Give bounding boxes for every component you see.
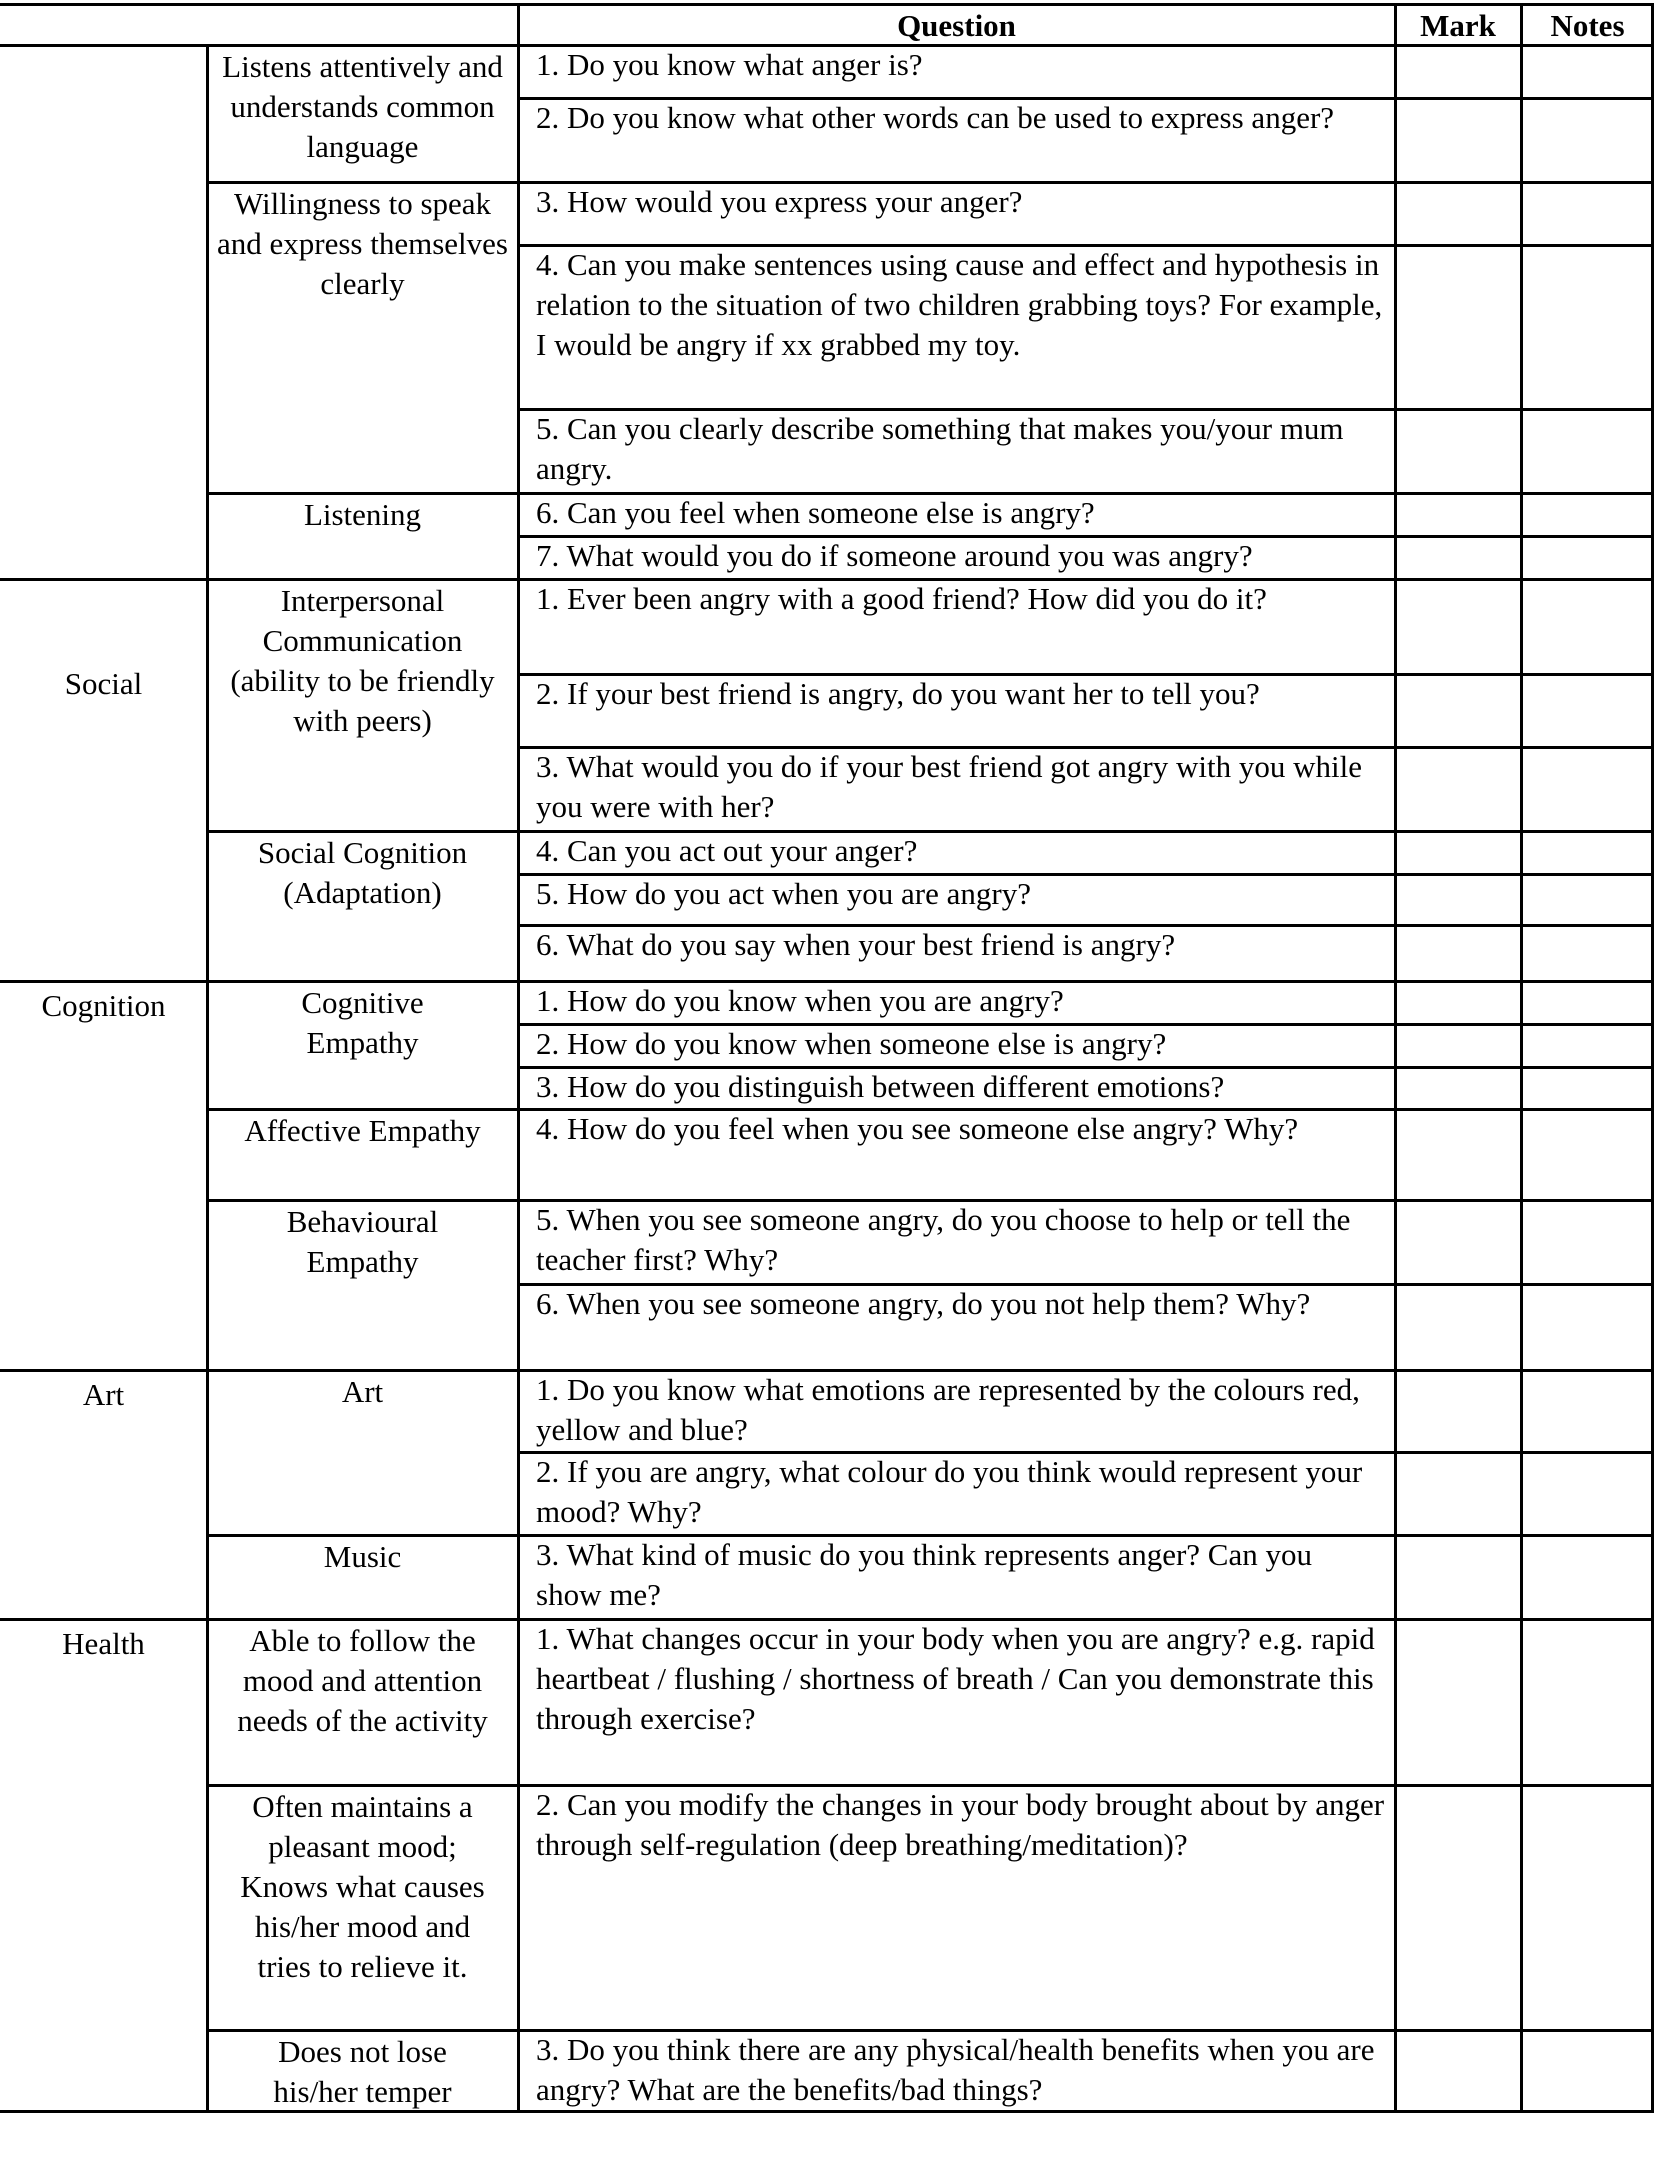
notes-cell[interactable] [1524, 1538, 1652, 1619]
subcategory-music: Music [323, 1539, 402, 1574]
question-text: 5. When you see someone angry, do you choose to help or tell the teacher first? Why? [536, 1202, 1351, 1277]
question-text: 7. What would you do if someone around you was angry? [536, 538, 1253, 573]
notes-cell[interactable] [1524, 1287, 1652, 1370]
notes-cell[interactable] [1524, 1373, 1652, 1452]
question-text: 3. How do you distinguish between different emotions? [536, 1069, 1225, 1104]
divider [207, 1108, 518, 1111]
notes-cell[interactable] [1524, 1455, 1652, 1535]
mark-cell[interactable] [1398, 1287, 1518, 1370]
divider [518, 924, 1654, 927]
subcategory-willingness-to-speak: Willingness to speak and express themselves clearly [217, 186, 508, 301]
divider [207, 1199, 518, 1202]
divider [518, 1283, 1654, 1286]
divider [518, 1108, 1654, 1111]
mark-cell[interactable] [1398, 750, 1518, 831]
divider [518, 44, 1654, 47]
subcategory-cognitive-empathy: Cognitive Empathy [301, 985, 424, 1060]
divider [207, 2110, 518, 2113]
divider [207, 830, 518, 833]
question-text: 3. How would you express your anger? [536, 184, 1023, 219]
divider [0, 980, 207, 983]
mark-cell[interactable] [1398, 412, 1518, 493]
question-text: 1. What changes occur in your body when you are angry? e.g. rapid heartbeat / flushing / shortness of breath / Can you demonstrate this through exercise? [536, 1621, 1375, 1736]
divider [518, 2029, 1654, 2032]
question-text: 3. Do you think there are any physical/health benefits when you are angry? What are the benefits/bad things? [536, 2032, 1375, 2107]
question-text: 5. How do you act when you are angry? [536, 876, 1031, 911]
mark-cell[interactable] [1398, 2033, 1518, 2111]
question-text: 5. Can you clearly describe something that makes you/your mum angry. [536, 411, 1344, 486]
divider [518, 746, 1654, 749]
divider [518, 1023, 1654, 1026]
mark-cell[interactable] [1398, 834, 1518, 874]
mark-cell[interactable] [1398, 1455, 1518, 1535]
question-text: 6. Can you feel when someone else is angry? [536, 495, 1095, 530]
subcategory-social-cognition: Social Cognition (Adaptation) [257, 835, 468, 910]
divider [518, 673, 1654, 676]
category-cognition: Cognition [41, 988, 166, 1023]
divider [0, 3, 1654, 6]
notes-cell[interactable] [1524, 1070, 1652, 1109]
question-text: 4. How do you feel when you see someone else angry? Why? [536, 1111, 1299, 1146]
question-text: 1. Do you know what anger is? [536, 47, 923, 82]
divider [518, 578, 1654, 581]
notes-cell[interactable] [1524, 1112, 1652, 1200]
notes-cell[interactable] [1524, 1203, 1652, 1284]
divider [518, 1784, 1654, 1787]
mark-cell[interactable] [1398, 1070, 1518, 1109]
mark-cell[interactable] [1398, 1622, 1518, 1785]
mark-cell[interactable] [1398, 1788, 1518, 2030]
divider [207, 1369, 518, 1372]
mark-cell[interactable] [1398, 185, 1518, 245]
mark-cell[interactable] [1398, 582, 1518, 674]
notes-cell[interactable] [1524, 928, 1652, 981]
mark-cell[interactable] [1398, 1373, 1518, 1452]
mark-cell[interactable] [1398, 877, 1518, 925]
divider [518, 873, 1654, 876]
divider [518, 1199, 1654, 1202]
divider [518, 535, 1654, 538]
notes-cell[interactable] [1524, 1027, 1652, 1067]
divider [207, 980, 518, 983]
notes-cell[interactable] [1524, 1622, 1652, 1785]
mark-cell[interactable] [1398, 1027, 1518, 1067]
divider [518, 1369, 1654, 1372]
mark-cell[interactable] [1398, 1112, 1518, 1200]
divider [518, 980, 1654, 983]
category-art: Art [82, 1377, 125, 1412]
question-text: 1. How do you know when you are angry? [536, 983, 1064, 1018]
notes-cell[interactable] [1524, 185, 1652, 245]
notes-cell[interactable] [1524, 48, 1652, 98]
notes-cell[interactable] [1524, 2033, 1652, 2111]
category-social: Social [64, 666, 143, 701]
divider [0, 1369, 207, 1372]
notes-cell[interactable] [1524, 412, 1652, 493]
question-text: 3. What would you do if your best friend got angry with you while you were with her? [536, 749, 1362, 824]
divider [207, 1784, 518, 1787]
question-text: 4. Can you make sentences using cause and effect and hypothesis in relation to the situation of two children grabbing toys? For example, I would be angry if xx grabbed my toy. [536, 247, 1383, 362]
notes-cell[interactable] [1524, 101, 1652, 182]
divider [518, 244, 1654, 247]
notes-cell[interactable] [1524, 677, 1652, 747]
divider [0, 2110, 207, 2113]
notes-cell[interactable] [1524, 984, 1652, 1024]
divider [518, 1451, 1654, 1454]
question-text: 1. Ever been angry with a good friend? How did you do it? [536, 581, 1267, 616]
mark-cell[interactable] [1398, 1538, 1518, 1619]
divider [1394, 4, 1397, 2112]
mark-cell[interactable] [1398, 48, 1518, 98]
divider [0, 578, 207, 581]
subcategory-pleasant-mood: Often maintains a pleasant mood; Knows what causes his/her mood and tries to relieve it. [240, 1789, 485, 1984]
notes-cell[interactable] [1524, 496, 1652, 536]
question-text: 2. Do you know what other words can be used to express anger? [536, 100, 1335, 135]
mark-cell[interactable] [1398, 984, 1518, 1024]
question-text: 2. How do you know when someone else is angry? [536, 1026, 1167, 1061]
header-mark: Mark [1420, 8, 1496, 43]
notes-cell[interactable] [1524, 582, 1652, 674]
mark-cell[interactable] [1398, 1203, 1518, 1284]
subcategory-listens-attentively: Listens attentively and understands common language [222, 49, 503, 164]
divider [207, 2029, 518, 2032]
notes-cell[interactable] [1524, 877, 1652, 925]
subcategory-interpersonal-communication: Interpersonal Communication (ability to be friendly with peers) [230, 583, 495, 738]
header-notes: Notes [1550, 8, 1625, 43]
divider [207, 181, 518, 184]
notes-cell[interactable] [1524, 750, 1652, 831]
notes-cell[interactable] [1524, 248, 1652, 409]
mark-cell[interactable] [1398, 496, 1518, 536]
divider [517, 4, 520, 2112]
question-text: 2. If you are angry, what colour do you think would represent your mood? Why? [536, 1454, 1363, 1529]
question-text: 6. When you see someone angry, do you not help them? Why? [536, 1286, 1311, 1321]
divider [207, 1618, 518, 1621]
mark-cell[interactable] [1398, 248, 1518, 409]
divider [518, 1618, 1654, 1621]
question-text: 3. What kind of music do you think represents anger? Can you show me? [536, 1537, 1312, 1612]
divider [518, 181, 1654, 184]
subcategory-art: Art [341, 1374, 384, 1409]
notes-cell[interactable] [1524, 834, 1652, 874]
divider [518, 830, 1654, 833]
subcategory-affective-empathy: Affective Empathy [244, 1113, 481, 1148]
divider [518, 1066, 1654, 1069]
divider [207, 578, 518, 581]
subcategory-temper: Does not lose his/her temper [273, 2034, 452, 2109]
divider [518, 97, 1654, 100]
question-text: 6. What do you say when your best friend is angry? [536, 927, 1176, 962]
category-health: Health [62, 1626, 145, 1661]
question-text: 2. Can you modify the changes in your body brought about by anger through self-regulation (deep breathing/meditation)? [536, 1787, 1385, 1862]
mark-cell[interactable] [1398, 539, 1518, 579]
divider [207, 1534, 518, 1537]
question-text: 2. If your best friend is angry, do you want her to tell you? [536, 676, 1260, 711]
notes-cell[interactable] [1524, 1788, 1652, 2030]
divider [207, 492, 518, 495]
question-text: 1. Do you know what emotions are represented by the colours red, yellow and blue? [536, 1372, 1360, 1447]
divider [518, 2110, 1654, 2113]
subcategory-behavioural-empathy: Behavioural Empathy [286, 1204, 439, 1279]
mark-cell[interactable] [1398, 677, 1518, 747]
category-cell [0, 45, 207, 579]
header-question: Question [897, 8, 1016, 43]
divider [518, 408, 1654, 411]
divider [518, 1534, 1654, 1537]
subcategory-follow-mood: Able to follow the mood and attention needs of the activity [237, 1623, 488, 1738]
divider [518, 492, 1654, 495]
divider [1520, 4, 1523, 2112]
divider [0, 1618, 207, 1621]
question-text: 4. Can you act out your anger? [536, 833, 918, 868]
mark-cell[interactable] [1398, 928, 1518, 981]
divider [206, 45, 209, 2112]
subcategory-listening: Listening [303, 497, 422, 532]
notes-cell[interactable] [1524, 539, 1652, 579]
mark-cell[interactable] [1398, 101, 1518, 182]
